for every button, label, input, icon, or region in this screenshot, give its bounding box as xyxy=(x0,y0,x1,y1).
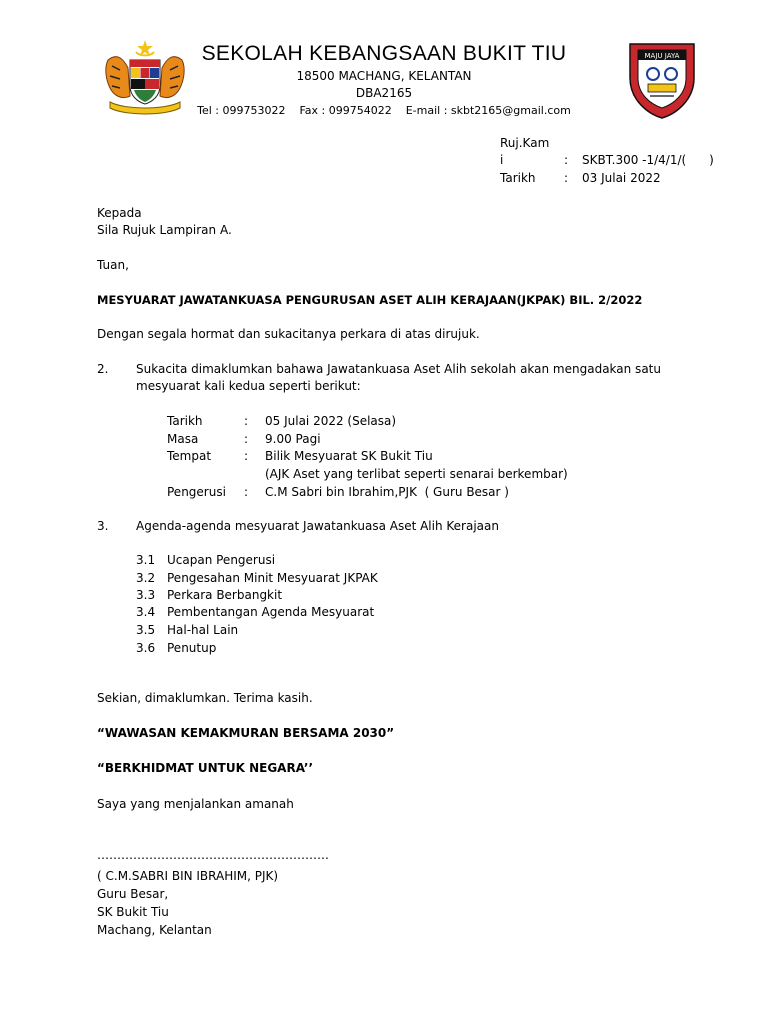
subject-heading: MESYUARAT JAWATANKUASA PENGURUSAN ASET ALIH KERAJAAN(JKPAK) BIL. 2/2022 xyxy=(97,293,643,307)
detail-label: Masa xyxy=(167,432,199,446)
date-sep: : xyxy=(564,171,569,185)
detail-value: (AJK Aset yang terlibat seperti senarai berkembar) xyxy=(265,467,568,481)
agenda-number: 3.2 xyxy=(136,571,156,585)
detail-value: Bilik Mesyuarat SK Bukit Tiu xyxy=(265,449,433,463)
para2-line1: Sukacita dimaklumkan bahawa Jawatankuasa Aset Alih sekolah akan mengadakan satu xyxy=(136,362,661,376)
agenda-item: Ucapan Pengerusi xyxy=(167,553,276,567)
ref-label: Ruj.Kam xyxy=(500,136,550,150)
signatory-title: Guru Besar, xyxy=(97,887,169,901)
agenda-number: 3.1 xyxy=(136,553,156,567)
ref-value: SKBT.300 -1/4/1/( ) xyxy=(582,153,714,167)
signature-line: …………………………………………………. xyxy=(97,848,329,862)
detail-value: 9.00 Pagi xyxy=(265,432,321,446)
crest-motto: MAJU JAYA xyxy=(644,52,680,60)
signatory-name: ( C.M.SABRI BIN IBRAHIM, PJK) xyxy=(97,869,279,883)
detail-label: Pengerusi xyxy=(167,485,226,499)
detail-label: Tarikh xyxy=(167,414,203,428)
agenda-number: 3.6 xyxy=(136,641,156,655)
signatory-school: SK Bukit Tiu xyxy=(97,905,169,919)
para2-line2: mesyuarat kali kedua seperti berikut: xyxy=(136,379,361,393)
agenda-item: Penutup xyxy=(167,641,217,655)
school-name: SEKOLAH KEBANGSAAN BUKIT TIU xyxy=(201,42,567,65)
agenda-number: 3.3 xyxy=(136,588,156,602)
recipient-lampiran: Sila Rujuk Lampiran A. xyxy=(97,223,232,237)
detail-value: C.M Sabri bin Ibrahim,PJK ( Guru Besar ) xyxy=(265,485,509,499)
date-label: Tarikh xyxy=(500,171,536,185)
motto-berkhidmat: “BERKHIDMAT UNTUK NEGARA’’ xyxy=(97,761,314,775)
date-value: 03 Julai 2022 xyxy=(582,171,661,185)
school-contact: Tel : 099753022 Fax : 099754022 E-mail : skbt2165@gmail.com xyxy=(197,104,571,117)
agenda-number: 3.5 xyxy=(136,623,156,637)
closing-sekian: Sekian, dimaklumkan. Terima kasih. xyxy=(97,691,313,705)
agenda-item: Pengesahan Minit Mesyuarat JKPAK xyxy=(167,571,378,585)
detail-label: Tempat xyxy=(167,449,212,463)
school-code: DBA2165 xyxy=(355,86,413,100)
detail-sep: : xyxy=(244,414,249,428)
salutation: Tuan, xyxy=(97,258,129,272)
intro-paragraph: Dengan segala hormat dan sukacitanya perkara di atas dirujuk. xyxy=(97,327,480,341)
school-address: 18500 MACHANG, KELANTAN xyxy=(296,69,472,83)
ref-label-cont: i xyxy=(500,153,504,167)
agenda-item: Pembentangan Agenda Mesyuarat xyxy=(167,605,375,619)
closing-amanah: Saya yang menjalankan amanah xyxy=(97,797,294,811)
agenda-item: Perkara Berbangkit xyxy=(167,588,283,602)
para3-text: Agenda-agenda mesyuarat Jawatankuasa Aset Alih Kerajaan xyxy=(136,519,499,533)
detail-sep: : xyxy=(244,449,249,463)
detail-sep: : xyxy=(244,432,249,446)
motto-wawasan: “WAWASAN KEMAKMURAN BERSAMA 2030” xyxy=(97,726,395,740)
para3-number: 3. xyxy=(97,519,109,533)
para2-number: 2. xyxy=(97,362,109,376)
detail-sep: : xyxy=(244,485,249,499)
recipient-kepada: Kepada xyxy=(97,206,142,220)
ref-sep: : xyxy=(564,153,569,167)
agenda-number: 3.4 xyxy=(136,605,156,619)
signatory-location: Machang, Kelantan xyxy=(97,923,212,937)
detail-value: 05 Julai 2022 (Selasa) xyxy=(265,414,397,428)
agenda-item: Hal-hal Lain xyxy=(167,623,239,637)
